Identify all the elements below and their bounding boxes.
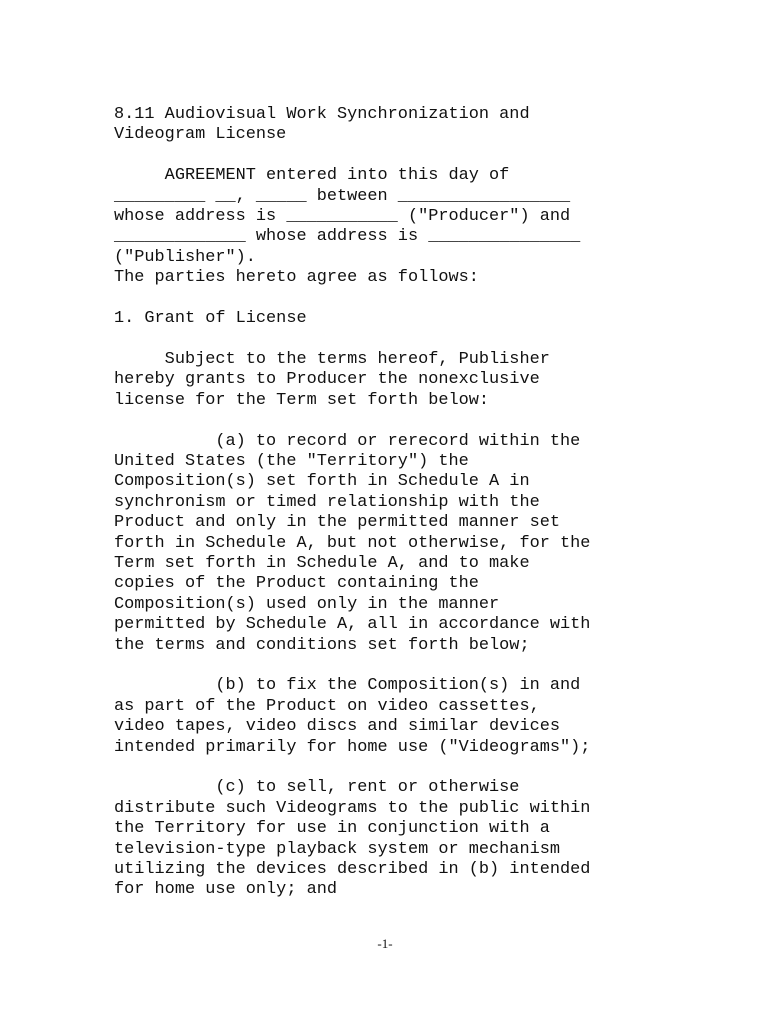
agreement-preamble: AGREEMENT entered into this day of _________ __, _____ between _________________ whose address is ___________ ("Producer") and _____________ whose address is _______________ ("Publisher"). The parties hereto agree as follows:	[114, 166, 581, 288]
grant-intro-paragraph: Subject to the terms hereof, Publisher hereby grants to Producer the nonexclusive license for the Term set forth below:	[114, 349, 550, 410]
section-heading-grant-of-license: 1. Grant of License	[114, 309, 307, 329]
page-number: -1-	[377, 936, 393, 951]
document-body	[114, 105, 590, 901]
clause-a-paragraph: (a) to record or rerecord within the United States (the "Territory") the Composition(s) set forth in Schedule A in synchronism or timed relationship with the Product and only in the permitted manner set forth in Schedule A, but not otherwise, for the Term set forth in Schedule A, and to make copies of the Product containing the Composition(s) used only in the manner permitted by Schedule A, all in accordance with the terms and conditions set forth below;	[114, 431, 591, 655]
document-title: 8.11 Audiovisual Work Synchronization and Videogram License	[114, 105, 530, 145]
clause-c-paragraph: (c) to sell, rent or otherwise distribute such Videograms to the public within the Territory for use in conjunction with a television-type playback system or mechanism utilizing the devices described in (b) intended for home use only; and	[114, 778, 591, 900]
clause-b-paragraph: (b) to fix the Composition(s) in and as part of the Product on video cassettes, video tapes, video discs and similar devices intended primarily for home use ("Videograms");	[114, 676, 591, 757]
